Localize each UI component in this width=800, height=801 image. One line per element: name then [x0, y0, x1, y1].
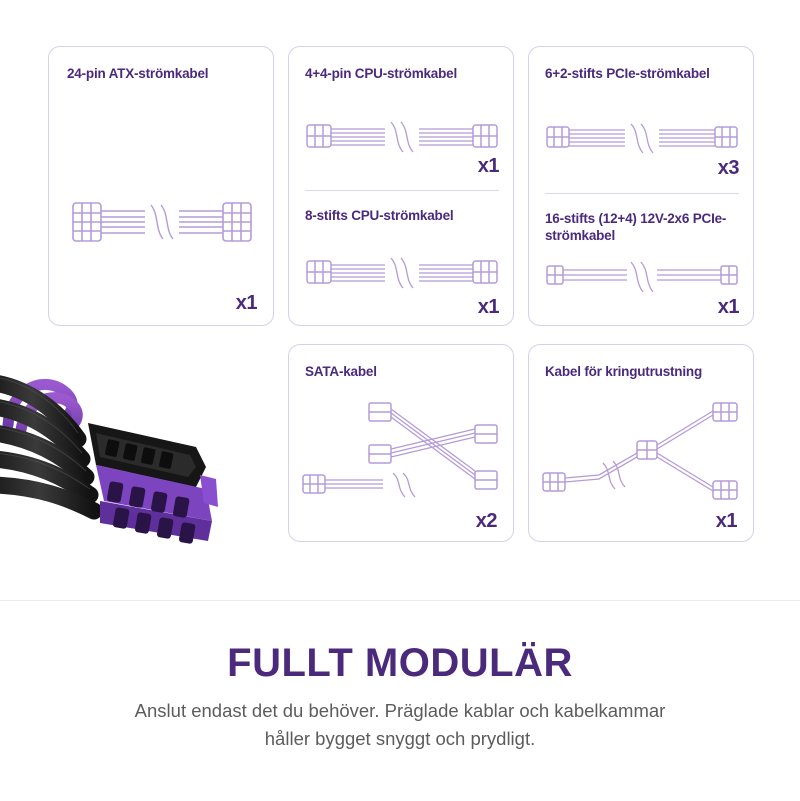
cable-peripheral-icon — [537, 397, 747, 518]
card-divider — [305, 190, 499, 191]
cable-sata-icon — [297, 391, 507, 516]
subtext — [50, 697, 750, 753]
section-6plus2-pcie — [529, 47, 755, 189]
cable-8pin-cpu-icon — [299, 245, 505, 306]
quantity-peripheral: x1 — [715, 510, 737, 532]
quantity-4plus4-cpu: x1 — [477, 155, 499, 177]
card-24pin-atx — [48, 46, 274, 326]
card-title-24pin-atx: 24-pin ATX-strömkabel — [67, 66, 209, 81]
subtext-line-1: Anslut endast det du behöver. Präglade kablar och kabelkammar — [134, 700, 666, 721]
cable-4plus4-cpu-icon — [299, 109, 505, 170]
card-title-6plus2-pcie: 6+2-stifts PCIe-strömkabel — [545, 66, 710, 81]
quantity-6plus2-pcie: x3 — [717, 157, 739, 179]
card-title-sata: SATA-kabel — [305, 364, 377, 379]
quantity-sata: x2 — [475, 510, 497, 532]
cable-16pin-12v2x6-icon — [539, 254, 745, 307]
card-title-16pin-12v2x6: 16-stifts (12+4) 12V-2x6 PCIe-strömkabel — [545, 211, 727, 243]
quantity-8pin-cpu: x1 — [477, 296, 499, 318]
subtext-line-2: håller bygget snyggt och prydligt. — [264, 728, 536, 749]
card-cpu-cables — [288, 46, 514, 326]
headline: FULLT MODULÄR — [227, 641, 573, 685]
marketing-band — [0, 600, 800, 801]
card-divider — [545, 193, 739, 194]
cable-bundle-photo — [0, 355, 255, 600]
card-title-8pin-cpu: 8-stifts CPU-strömkabel — [305, 208, 454, 223]
card-title-peripheral: Kabel för kringutrustning — [545, 364, 703, 379]
cable-24pin-atx-icon — [59, 187, 265, 262]
cable-6plus2-pcie-icon — [539, 115, 745, 170]
section-8pin-cpu — [289, 193, 515, 327]
card-peripheral — [528, 344, 754, 542]
section-4plus4-cpu — [289, 47, 515, 187]
card-pcie-cables — [528, 46, 754, 326]
quantity-16pin-12v2x6: x1 — [717, 296, 739, 318]
card-title-4plus4-cpu: 4+4-pin CPU-strömkabel — [305, 66, 458, 81]
quantity-24pin-atx: x1 — [235, 292, 257, 314]
section-16pin-12v2x6 — [529, 196, 755, 327]
card-sata — [288, 344, 514, 542]
